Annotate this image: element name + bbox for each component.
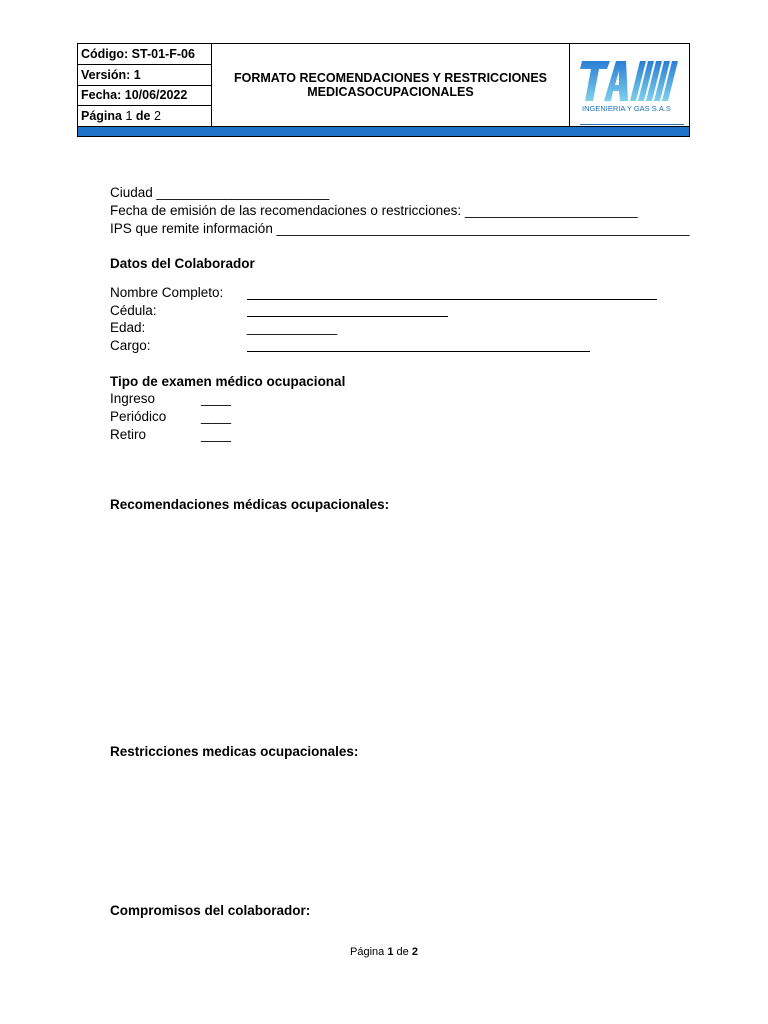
exam-heading: Tipo de examen médico ocupacional bbox=[110, 374, 346, 389]
footer-page-total: 2 bbox=[411, 946, 418, 958]
page-of: de bbox=[135, 109, 151, 124]
exam-retiro-blank[interactable]: ____ bbox=[201, 427, 232, 442]
id-label: Cédula: bbox=[110, 303, 157, 318]
issue-date-field[interactable]: Fecha de emisión de las recomendaciones o restricciones: _______________________ bbox=[110, 203, 638, 218]
header-accent-bar bbox=[77, 127, 690, 137]
exam-ingreso-label: Ingreso bbox=[110, 391, 156, 406]
ips-field[interactable]: IPS que remite información _______________________________________________________ bbox=[110, 221, 690, 236]
logo-underline bbox=[580, 124, 684, 125]
recommendations-heading: Recomendaciones médicas ocupacionales: bbox=[110, 497, 390, 512]
age-label: Edad: bbox=[110, 320, 146, 335]
commitments-heading: Compromisos del colaborador: bbox=[110, 903, 311, 918]
page-current: 1 bbox=[125, 109, 133, 124]
page-footer bbox=[0, 946, 768, 958]
city-field[interactable]: Ciudad _______________________ bbox=[110, 185, 330, 200]
footer-page-current: 1 bbox=[387, 946, 394, 958]
document-title: FORMATO RECOMENDACIONES Y RESTRICCIONES MEDICASOCUPACIONALES bbox=[212, 44, 570, 126]
document-version: Versión: 1 bbox=[78, 65, 211, 86]
page-label: Página bbox=[81, 109, 122, 124]
exam-periodico-label: Periódico bbox=[110, 409, 167, 424]
document-code: Código: ST-01-F-06 bbox=[78, 44, 211, 65]
footer-page-of: de bbox=[396, 946, 409, 958]
id-line[interactable] bbox=[247, 316, 448, 317]
document-header bbox=[77, 43, 690, 127]
exam-ingreso-blank[interactable]: ____ bbox=[201, 391, 232, 406]
company-logo-text: INGENIERIA Y GAS S.A.S bbox=[582, 104, 671, 113]
exam-retiro-label: Retiro bbox=[110, 427, 147, 442]
full-name-line[interactable] bbox=[247, 299, 657, 300]
footer-page-label: Página bbox=[350, 946, 385, 958]
position-label: Cargo: bbox=[110, 338, 151, 353]
full-name-label: Nombre Completo: bbox=[110, 285, 224, 300]
company-logo bbox=[570, 44, 689, 126]
document-date: Fecha: 10/06/2022 bbox=[78, 86, 211, 107]
restrictions-heading: Restricciones medicas ocupacionales: bbox=[110, 744, 359, 759]
age-line[interactable]: ____________ bbox=[247, 320, 338, 335]
document-page bbox=[78, 106, 211, 126]
exam-periodico-blank[interactable]: ____ bbox=[201, 409, 232, 424]
position-line[interactable] bbox=[247, 351, 590, 352]
header-meta bbox=[78, 44, 212, 126]
collaborator-heading: Datos del Colaborador bbox=[110, 256, 255, 271]
company-logo-icon bbox=[580, 59, 684, 103]
page-total: 2 bbox=[154, 109, 161, 124]
